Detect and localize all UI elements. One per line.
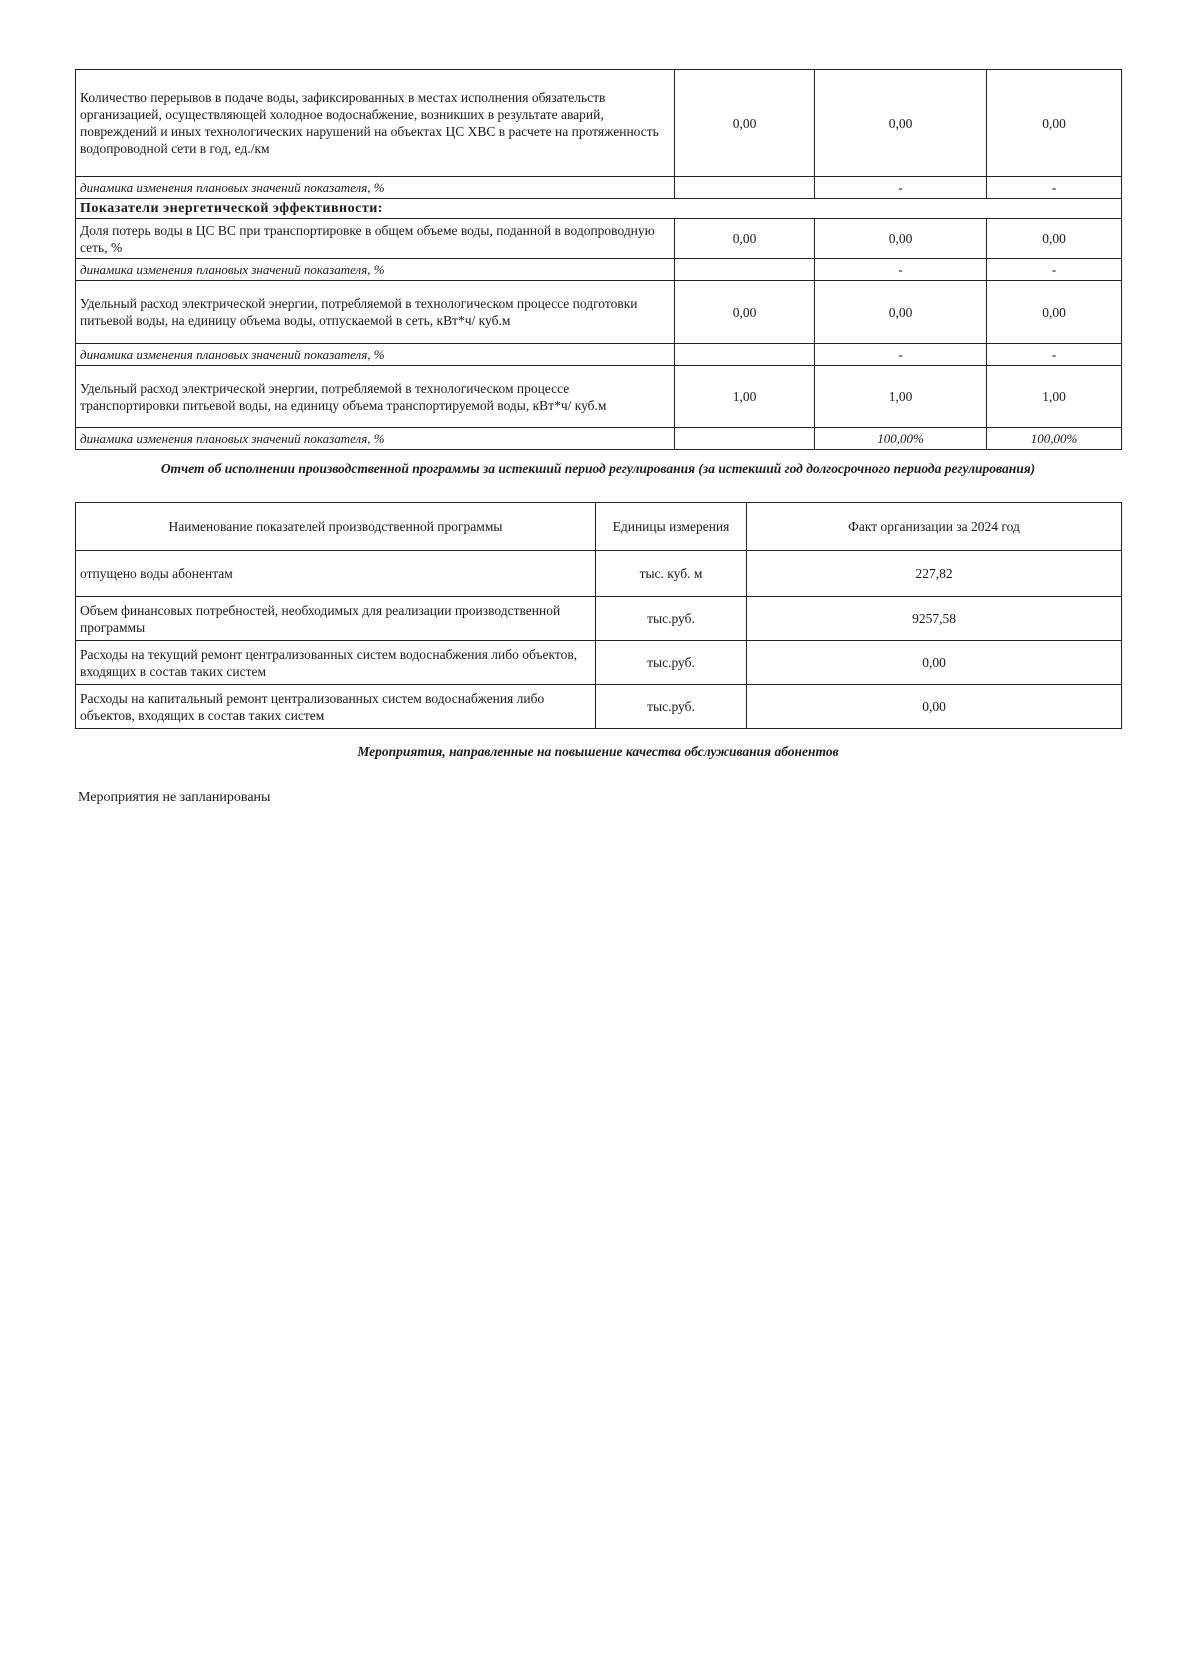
- table-row: [76, 177, 1122, 199]
- program-indicator-value: 0,00: [747, 641, 1122, 685]
- dynamics-value: 100,00%: [987, 428, 1122, 450]
- dynamics-value: -: [815, 344, 987, 366]
- indicator-label: Доля потерь воды в ЦС ВС при транспортировке в общем объеме воды, поданной в водопроводную сеть, %: [76, 219, 675, 259]
- dynamics-label: динамика изменения плановых значений показателя, %: [76, 177, 675, 199]
- program-indicator-value: 227,82: [747, 551, 1122, 597]
- measures-caption: Мероприятия, направленные на повышение качества обслуживания абонентов: [357, 744, 839, 759]
- dynamics-value: [675, 259, 815, 281]
- report-caption: Отчет об исполнении производственной программы за истекший период регулирования (за истекший год долгосрочного периода регулирования): [160, 461, 1036, 476]
- program-indicator-unit: тыс.руб.: [596, 641, 747, 685]
- program-indicator-value: 0,00: [747, 685, 1122, 729]
- program-indicator-name: Расходы на текущий ремонт централизованных систем водоснабжения либо объектов, входящих в состав таких систем: [76, 641, 596, 685]
- program-indicator-name: Расходы на капитальный ремонт централизованных систем водоснабжения либо объектов, входящих в состав таких систем: [76, 685, 596, 729]
- indicator-value: 0,00: [675, 281, 815, 344]
- section-header-row: [76, 199, 1122, 219]
- table-header-row: [76, 503, 1122, 551]
- table-row: [76, 551, 1122, 597]
- dynamics-value: -: [987, 259, 1122, 281]
- program-indicator-name: отпущено воды абонентам: [76, 551, 596, 597]
- indicator-value: 0,00: [987, 219, 1122, 259]
- indicator-value: 0,00: [675, 70, 815, 177]
- production-program-table: [75, 502, 1122, 729]
- indicator-value: 0,00: [815, 219, 987, 259]
- table-row: [76, 685, 1122, 729]
- program-indicator-value: 9257,58: [747, 597, 1122, 641]
- measures-note: Мероприятия не запланированы: [78, 790, 271, 805]
- program-indicator-name: Объем финансовых потребностей, необходимых для реализации производственной программы: [76, 597, 596, 641]
- indicators-table: [75, 69, 1122, 450]
- indicator-value: 0,00: [675, 219, 815, 259]
- indicator-label: Количество перерывов в подаче воды, зафиксированных в местах исполнения обязательств организацией, осуществляющей холодное водоснабжение, возникших в результате аварий, повреждений и иных технологических нарушений на объектах ЦС ХВС в расчете на протяженность водопроводной сети в год, ед./км: [76, 70, 675, 177]
- table-row: [76, 428, 1122, 450]
- dynamics-label: динамика изменения плановых значений показателя, %: [76, 259, 675, 281]
- section-title: Показатели энергетической эффективности:: [76, 199, 1122, 219]
- dynamics-label: динамика изменения плановых значений показателя, %: [76, 428, 675, 450]
- indicator-value: 0,00: [815, 281, 987, 344]
- dynamics-value: [675, 177, 815, 199]
- dynamics-value: -: [987, 177, 1122, 199]
- dynamics-value: [675, 344, 815, 366]
- dynamics-value: -: [987, 344, 1122, 366]
- table-row: [76, 219, 1122, 259]
- table-row: [76, 281, 1122, 344]
- column-header: Факт организации за 2024 год: [747, 503, 1122, 551]
- table-row: [76, 344, 1122, 366]
- indicator-value: 1,00: [815, 366, 987, 428]
- indicator-value: 1,00: [675, 366, 815, 428]
- indicator-label: Удельный расход электрической энергии, потребляемой в технологическом процессе транспортировки питьевой воды, на единицу объема транспортируемой воды, кВт*ч/ куб.м: [76, 366, 675, 428]
- indicator-value: 0,00: [987, 281, 1122, 344]
- table-row: [76, 366, 1122, 428]
- indicator-value: 0,00: [987, 70, 1122, 177]
- dynamics-value: 100,00%: [815, 428, 987, 450]
- table-row: [76, 641, 1122, 685]
- program-indicator-unit: тыс.руб.: [596, 685, 747, 729]
- program-indicator-unit: тыс.руб.: [596, 597, 747, 641]
- indicator-value: 0,00: [815, 70, 987, 177]
- dynamics-label: динамика изменения плановых значений показателя, %: [76, 344, 675, 366]
- table-row: [76, 259, 1122, 281]
- program-indicator-unit: тыс. куб. м: [596, 551, 747, 597]
- dynamics-value: [675, 428, 815, 450]
- indicator-label: Удельный расход электрической энергии, потребляемой в технологическом процессе подготовки питьевой воды, на единицу объема воды, отпускаемой в сеть, кВт*ч/ куб.м: [76, 281, 675, 344]
- table-row: [76, 597, 1122, 641]
- dynamics-value: -: [815, 259, 987, 281]
- column-header: Единицы измерения: [596, 503, 747, 551]
- table-row: [76, 70, 1122, 177]
- column-header: Наименование показателей производственной программы: [76, 503, 596, 551]
- indicator-value: 1,00: [987, 366, 1122, 428]
- dynamics-value: -: [815, 177, 987, 199]
